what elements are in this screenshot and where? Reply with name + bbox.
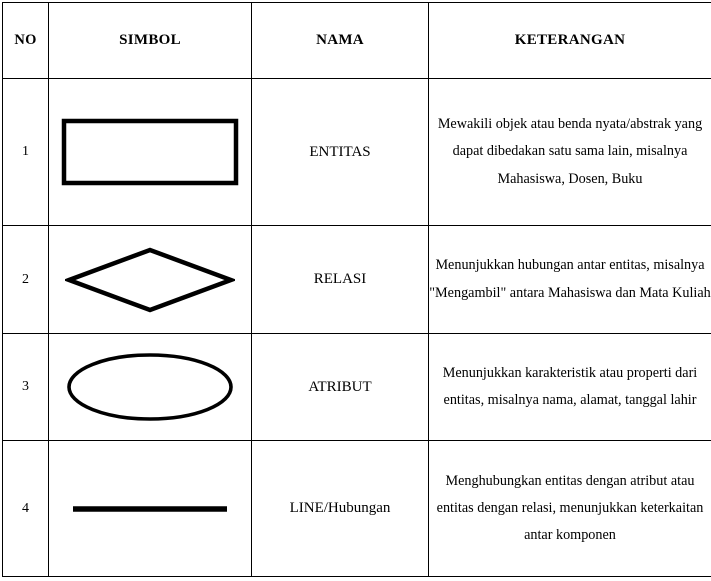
symbol-name: RELASI [252, 226, 429, 334]
column-header-keterangan: KETERANGAN [429, 3, 711, 79]
row-number: 1 [3, 79, 49, 226]
table-row [3, 334, 711, 441]
column-header-no: NO [3, 3, 49, 79]
rectangle-icon [49, 79, 251, 225]
table-header [3, 3, 711, 79]
row-number: 3 [3, 334, 49, 441]
symbol-description: Menunjukkan karakteristik atau properti dari entitas, misalnya nama, alamat, tanggal lahir [429, 334, 711, 441]
erd-symbol-table [2, 2, 711, 577]
diamond-icon [49, 226, 251, 333]
symbol-cell-entitas [49, 79, 252, 226]
table-row [3, 79, 711, 226]
ellipse-icon [49, 334, 251, 440]
symbol-description: Mewakili objek atau benda nyata/abstrak yang dapat dibedakan satu sama lain, misalnya Mahasiswa, Dosen, Buku [429, 79, 711, 226]
row-number: 2 [3, 226, 49, 334]
symbol-description: Menunjukkan hubungan antar entitas, misalnya "Mengambil" antara Mahasiswa dan Mata Kuliah [429, 226, 711, 334]
column-header-simbol: SIMBOL [49, 3, 252, 79]
symbol-cell-line [49, 441, 252, 577]
row-number: 4 [3, 441, 49, 577]
symbol-name: ENTITAS [252, 79, 429, 226]
symbol-cell-relasi [49, 226, 252, 334]
table-row [3, 441, 711, 577]
symbol-cell-atribut [49, 334, 252, 441]
symbol-description: Menghubungkan entitas dengan atribut atau entitas dengan relasi, menunjukkan keterkaitan antar komponen [429, 441, 711, 577]
header-row [3, 3, 711, 79]
table-body [3, 79, 711, 577]
table-row [3, 226, 711, 334]
symbol-name: LINE/Hubungan [252, 441, 429, 577]
symbol-name: ATRIBUT [252, 334, 429, 441]
column-header-nama: NAMA [252, 3, 429, 79]
line-icon [49, 441, 251, 576]
